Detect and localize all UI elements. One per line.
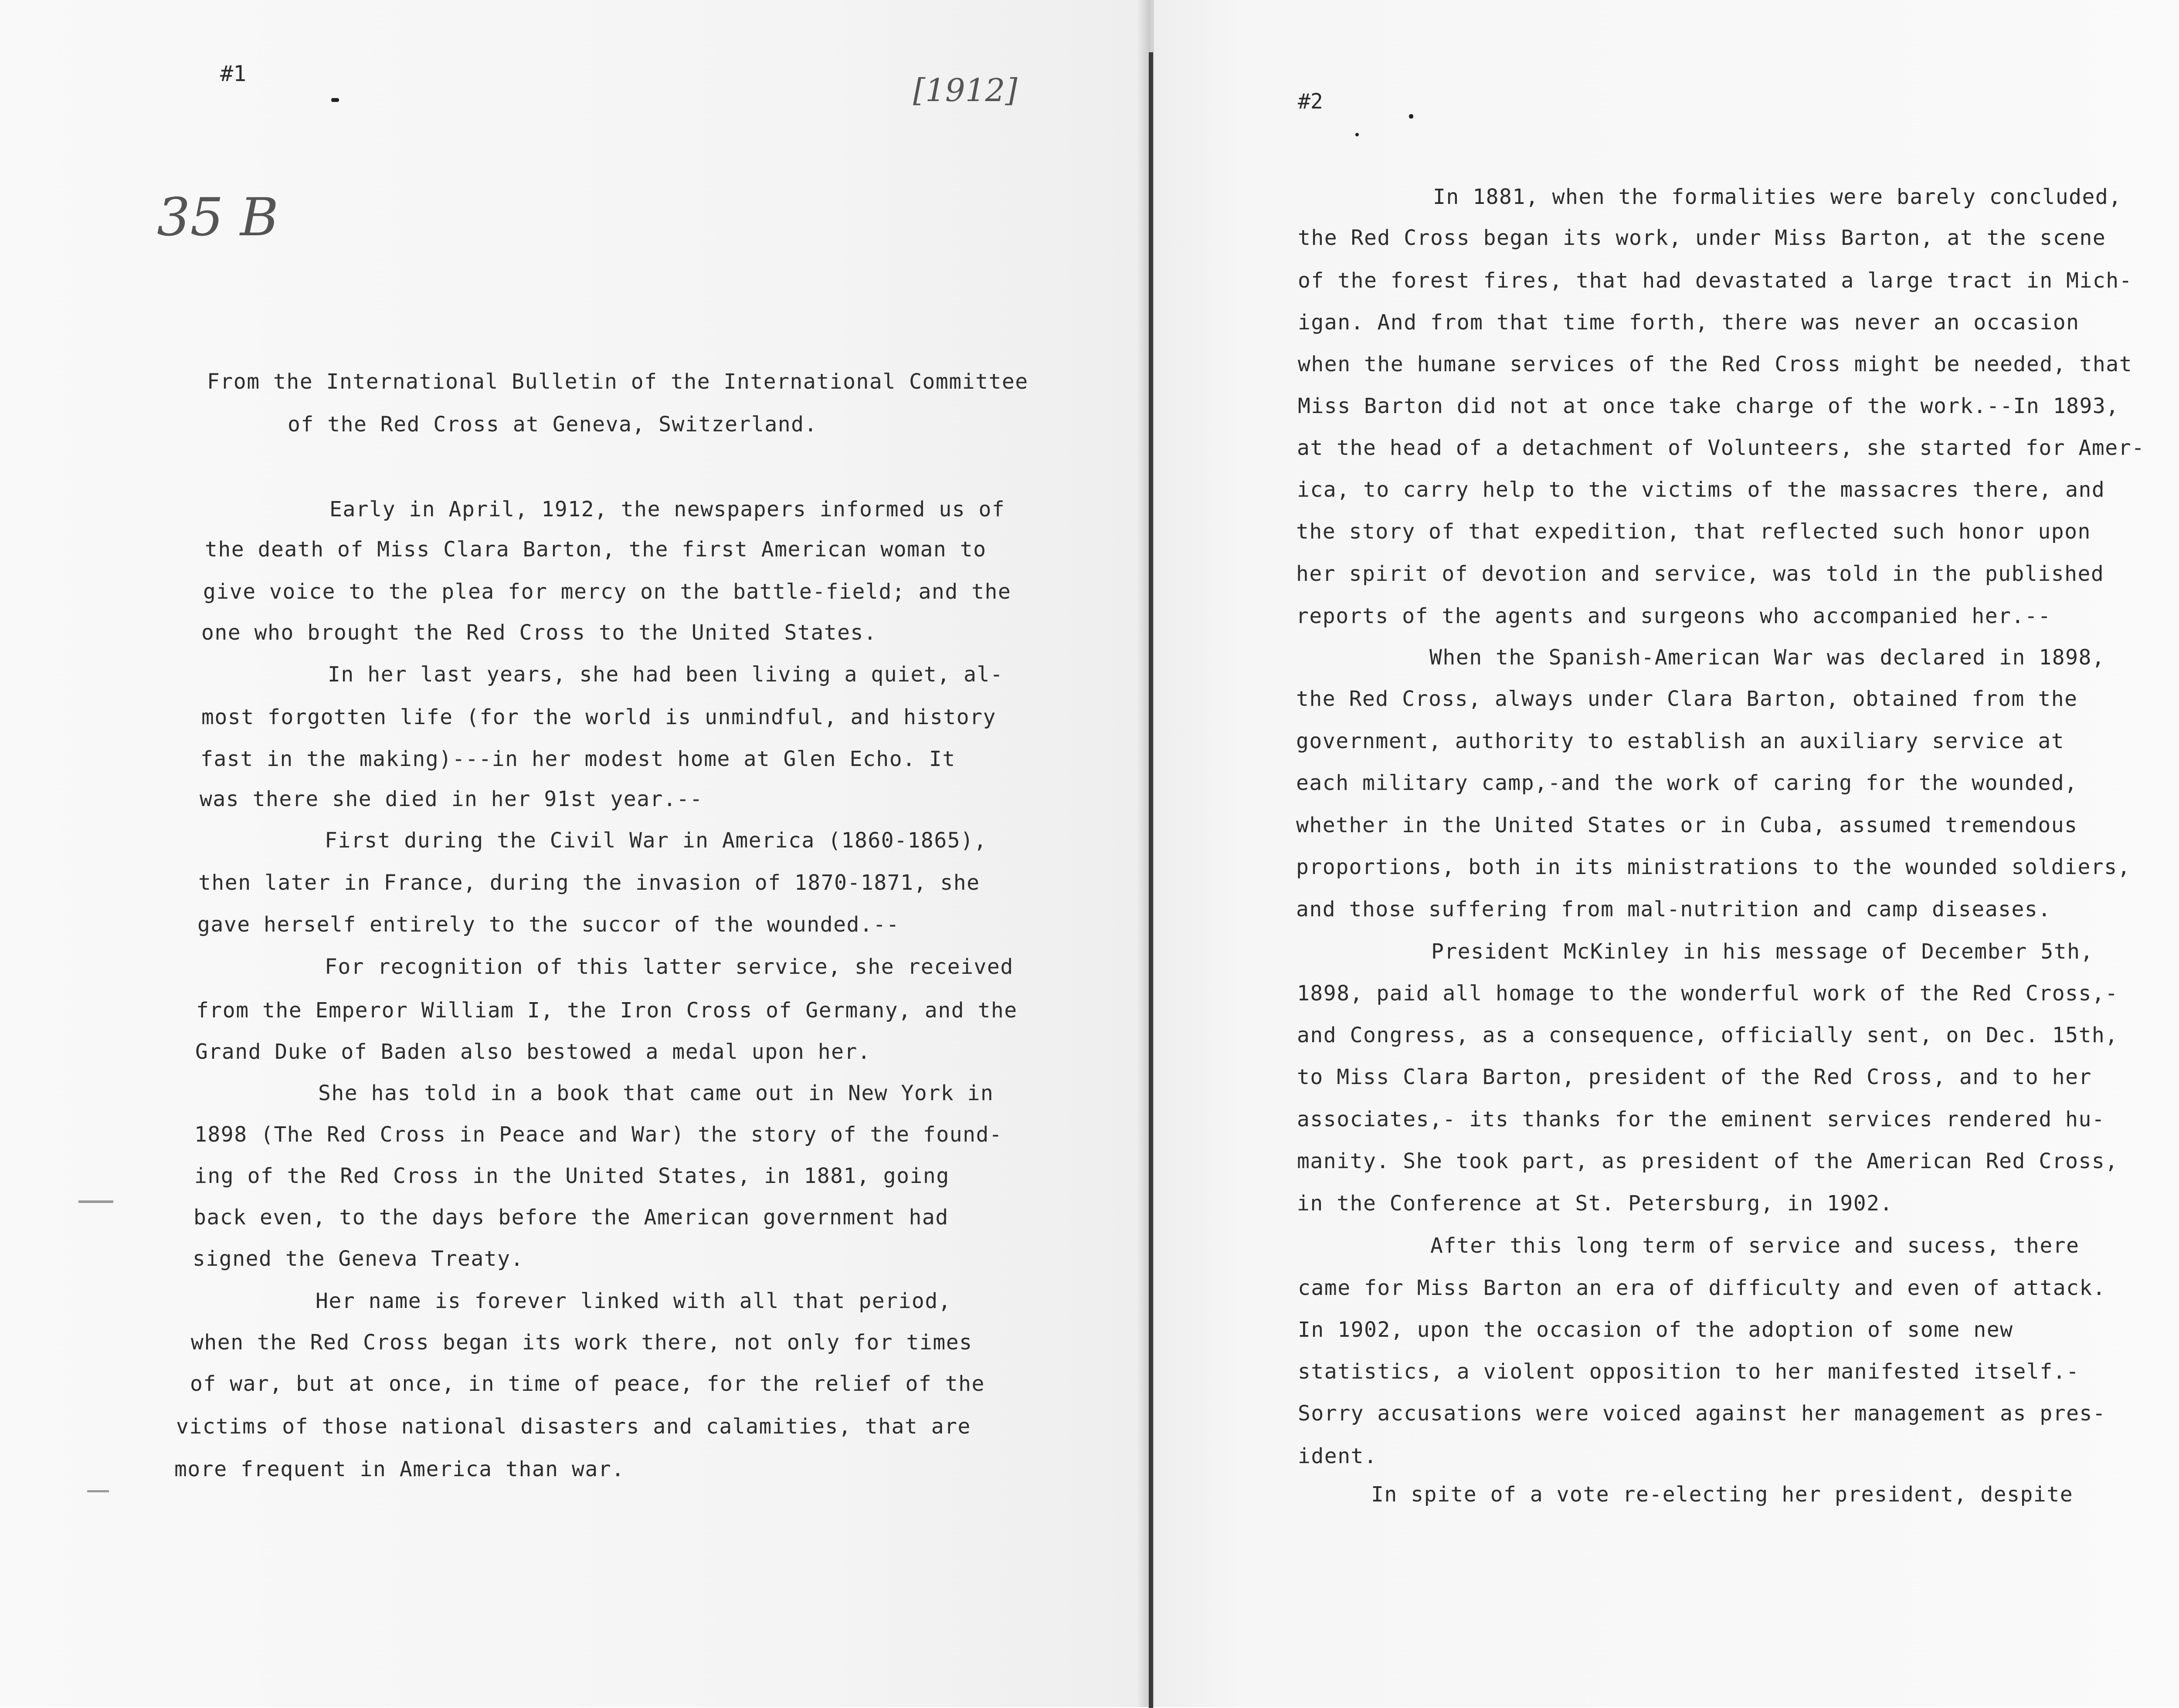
body-line: President McKinley in his message of December 5th, [1431, 939, 2094, 964]
ink-mark [1409, 114, 1413, 119]
body-line: In her last years, she had been living a quiet, al- [328, 662, 1004, 687]
body-line: victims of those national disasters and calamities, that are [176, 1414, 971, 1439]
body-line: proportions, both in its ministrations to the wounded soldiers, [1296, 855, 2131, 879]
heading-line-1: From the International Bulletin of the International Committee [207, 369, 1028, 394]
body-line: igan. And from that time forth, there was never an occasion [1298, 310, 2080, 335]
body-line: signed the Geneva Treaty. [193, 1247, 524, 1271]
body-line: In spite of a vote re-electing her president, despite [1371, 1482, 2074, 1507]
heading-line-2: of the Red Cross at Geneva, Switzerland. [288, 412, 818, 437]
ink-mark [331, 98, 339, 102]
body-line: most forgotten life (for the world is unmindful, and history [201, 705, 996, 729]
body-line: government, authority to establish an auxiliary service at [1296, 729, 2065, 753]
body-line: the Red Cross, always under Clara Barton, obtained from the [1296, 687, 2078, 711]
body-line: each military camp,-and the work of caring for the wounded, [1296, 771, 2078, 795]
body-line: was there she died in her 91st year.-- [200, 787, 703, 811]
body-line: and those suffering from mal-nutrition and camp diseases. [1296, 897, 2051, 922]
body-line: gave herself entirely to the succor of the wounded.-- [197, 912, 900, 937]
body-line: and Congress, as a consequence, officially sent, on Dec. 15th, [1297, 1023, 2118, 1047]
body-line: ident. [1298, 1444, 1378, 1468]
body-line: from the Emperor William I, the Iron Cross of Germany, and the [196, 998, 1018, 1023]
body-line: Grand Duke of Baden also bestowed a medal upon her. [195, 1040, 871, 1064]
body-line: more frequent in America than war. [174, 1457, 625, 1481]
body-line: of the forest fires, that had devastated a large tract in Mich- [1298, 268, 2133, 293]
body-line: the death of Miss Clara Barton, the first American woman to [205, 537, 987, 562]
body-line: one who brought the Red Cross to the United States. [201, 620, 877, 645]
body-line: of war, but at once, in time of peace, for the relief of the [190, 1372, 985, 1396]
body-line: came for Miss Barton an era of difficulty and even of attack. [1298, 1276, 2106, 1300]
body-line: back even, to the days before the American government had [193, 1205, 949, 1230]
body-line: to Miss Clara Barton, president of the Red Cross, and to her [1297, 1065, 2092, 1089]
body-line: reports of the agents and surgeons who accompanied her.-- [1296, 604, 2051, 628]
page-number-2: #2 [1298, 89, 1323, 114]
body-line: Miss Barton did not at once take charge of the work.--In 1893, [1298, 394, 2119, 418]
body-line: the Red Cross began its work, under Miss Barton, at the scene [1298, 226, 2106, 250]
pencil-annotation: 35 B [157, 187, 279, 248]
handwritten-date-note: [1912] [913, 72, 1018, 108]
body-line: In 1881, when the formalities were barely concluded, [1433, 185, 2122, 209]
body-line: give voice to the plea for mercy on the battle-field; and the [203, 580, 1011, 604]
body-line: After this long term of service and sucess, there [1430, 1234, 2080, 1258]
body-line: the story of that expedition, that reflected such honor upon [1296, 519, 2091, 544]
body-line: 1898, paid all homage to the wonderful work of the Red Cross,- [1297, 981, 2118, 1006]
body-line: She has told in a book that came out in New York in [318, 1081, 994, 1105]
body-line: Early in April, 1912, the newspapers informed us of [329, 497, 1005, 522]
body-line: Her name is forever linked with all that period, [316, 1289, 952, 1313]
body-line: when the Red Cross began its work there, not only for times [191, 1330, 973, 1355]
body-line: her spirit of devotion and service, was told in the published [1296, 562, 2104, 586]
body-line: For recognition of this latter service, she received [325, 955, 1014, 979]
binding-edge [1149, 52, 1153, 1708]
body-line: manity. She took part, as president of the American Red Cross, [1297, 1149, 2118, 1173]
right-page [1154, 0, 2179, 1707]
body-line: when the humane services of the Red Cross might be needed, that [1298, 352, 2133, 376]
body-line: at the head of a detachment of Volunteers, she started for Amer- [1297, 436, 2145, 460]
body-line: statistics, a violent opposition to her manifested itself.- [1298, 1359, 2080, 1384]
body-line: 1898 (The Red Cross in Peace and War) the story of the found- [194, 1122, 1003, 1147]
body-line: ica, to carry help to the victims of the massacres there, and [1297, 478, 2105, 502]
margin-mark [87, 1490, 109, 1492]
body-line: Sorry accusations were voiced against her management as pres- [1298, 1401, 2106, 1426]
body-line: In 1902, upon the occasion of the adoption of some new [1298, 1318, 2013, 1342]
body-line: When the Spanish-American War was declared in 1898, [1429, 645, 2105, 670]
body-line: First during the Civil War in America (1860-1865), [325, 828, 987, 853]
body-line: associates,- its thanks for the eminent services rendered hu- [1297, 1107, 2105, 1132]
body-line: in the Conference at St. Petersburg, in 1902. [1297, 1191, 1893, 1216]
body-line: whether in the United States or in Cuba, assumed tremendous [1296, 813, 2078, 837]
page-number-1: #1 [220, 61, 247, 86]
ink-mark [1355, 133, 1359, 136]
body-line: ing of the Red Cross in the United States, in 1881, going [194, 1164, 950, 1188]
body-line: then later in France, during the invasion of 1870-1871, she [198, 871, 980, 895]
margin-mark [78, 1200, 113, 1203]
body-line: fast in the making)---in her modest home at Glen Echo. It [200, 747, 956, 771]
